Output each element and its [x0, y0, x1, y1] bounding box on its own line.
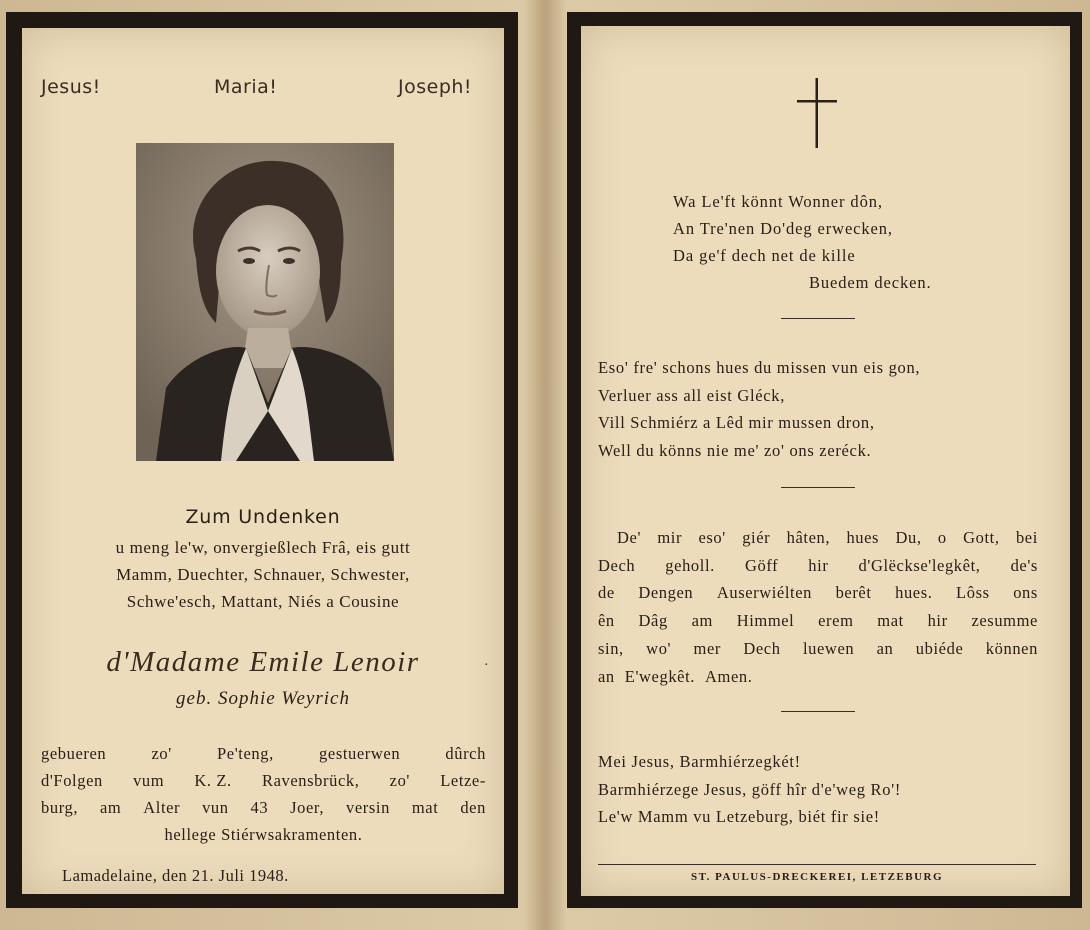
word: mir — [657, 528, 683, 547]
right-page-border — [567, 12, 1082, 908]
name-dot: · — [484, 658, 489, 673]
word: am — [691, 611, 713, 631]
word: hues — [846, 528, 880, 547]
word: zesumme — [971, 611, 1038, 631]
word: E'wegkêt. — [624, 666, 696, 686]
header-jesus: Jesus! — [41, 76, 101, 98]
word: Du, — [895, 528, 922, 547]
word: luewen — [802, 638, 855, 658]
word: K. Z. — [194, 771, 232, 790]
word: Dech — [743, 638, 781, 658]
word: Auserwiélten — [716, 583, 812, 603]
word: Gott, — [963, 528, 1000, 547]
verse-3 — [598, 748, 901, 831]
word: d'Folgen — [41, 771, 103, 790]
word: sin, — [598, 638, 624, 658]
word: mat — [877, 611, 904, 631]
verse-line: An Tre'nen Do'deg erwecken, — [673, 219, 893, 238]
dedication-line: Schwe'esch, Mattant, Niés a Cousine — [126, 592, 400, 611]
word: Himmel — [736, 611, 795, 631]
word: wo' — [646, 638, 672, 658]
verse-1 — [673, 188, 932, 296]
left-page-border — [6, 12, 518, 908]
word: Dâg — [638, 611, 668, 631]
verse-line: Da ge'f dech net de kille — [673, 246, 856, 265]
verse-line: Eso' fre' schons hues du missen vun eis gon, — [598, 358, 921, 377]
dedication-line: u meng le'w, onvergießlech Frâ, eis gutt — [115, 538, 411, 557]
life-details — [41, 740, 486, 848]
word: Ravensbrück, — [261, 771, 360, 790]
word: De' — [617, 528, 642, 547]
cross-icon — [795, 78, 839, 148]
deceased-name: d'Madame Emile Lenoir — [106, 646, 420, 678]
word: berêt — [835, 583, 872, 603]
verse-line: Mei Jesus, Barmhiérzegkét! — [598, 752, 801, 771]
dedication-line: Mamm, Duechter, Schnauer, Schwester, — [116, 565, 410, 584]
word: gestuerwen — [319, 744, 401, 763]
word: erem — [818, 611, 854, 631]
word: Dech — [598, 555, 636, 575]
text-line — [598, 524, 1038, 552]
divider — [781, 487, 855, 488]
word: hellege Stiérwsakramenten. — [164, 825, 363, 844]
verse-line: Buedem decken. — [809, 273, 932, 292]
word: zo' — [389, 771, 411, 790]
word: geholl. — [665, 555, 715, 575]
word: an — [876, 638, 894, 658]
word: d'Glëckse'legkêt, — [858, 555, 981, 575]
word: vum — [133, 771, 165, 790]
text-line — [598, 552, 1038, 580]
word: zo' — [151, 744, 172, 763]
text-line — [598, 579, 1038, 607]
word: versin — [346, 798, 390, 817]
word: Pe'teng, — [217, 744, 274, 763]
word: dûrch — [445, 744, 486, 763]
word: hâten, — [786, 528, 831, 547]
verse-line: Verluer ass all eist Gléck, — [598, 385, 786, 405]
text-line — [598, 663, 1038, 691]
text-line — [598, 635, 1038, 663]
text-line — [41, 821, 486, 848]
word: ubiéde — [915, 638, 964, 658]
header-maria: Maria! — [214, 76, 278, 98]
title-zum-undenken: Zum Undenken — [185, 506, 341, 528]
divider — [781, 711, 855, 712]
word: Lôss — [956, 583, 990, 603]
word: Alter — [143, 798, 181, 817]
word: mer — [693, 638, 721, 658]
text-line — [41, 740, 486, 767]
footer-divider — [598, 864, 1036, 865]
left-page — [22, 28, 504, 894]
verse-line: Wa Le'ft könnt Wonner dôn, — [673, 192, 883, 211]
word: den — [460, 798, 486, 817]
text-line — [41, 767, 486, 794]
word: vun — [202, 798, 229, 817]
word: ons — [1013, 583, 1038, 603]
word: de's — [1010, 555, 1038, 575]
text-line — [41, 794, 486, 821]
word: mat — [411, 798, 439, 817]
prayer — [598, 524, 1038, 690]
word: ên — [598, 611, 615, 631]
portrait-photo — [136, 143, 394, 461]
text-line — [598, 607, 1038, 635]
word: Göff — [744, 555, 779, 575]
word: hues. — [895, 583, 933, 603]
birth-name: geb. Sophie Weyrich — [176, 688, 350, 709]
word: hir — [927, 611, 948, 631]
verse-line: Well du könns nie me' zo' ons zeréck. — [598, 440, 872, 460]
word: de — [598, 583, 615, 603]
word: an — [598, 666, 615, 686]
word: burg, — [41, 798, 79, 817]
verse-line: Barmhiérzege Jesus, göff hîr d'e'weg Ro'! — [598, 779, 902, 799]
word: Letze- — [440, 771, 486, 790]
right-page — [581, 26, 1070, 896]
verse-line: Le'w Mamm vu Letzeburg, biét fir sie! — [598, 807, 880, 826]
word: giér — [742, 528, 771, 547]
word: können — [985, 638, 1038, 658]
place-date: Lamadelaine, den 21. Juli 1948. — [62, 866, 289, 885]
verse-2 — [598, 354, 920, 464]
printer-credit: ST. PAULUS-DRECKEREI, LETZEBURG — [690, 871, 944, 883]
divider — [781, 318, 855, 319]
word: Amen. — [705, 666, 753, 686]
word: Dengen — [638, 583, 694, 603]
word: o — [937, 528, 947, 547]
word: gebueren — [41, 744, 107, 763]
word: eso' — [698, 528, 726, 547]
word: am — [99, 798, 122, 817]
word: bei — [1015, 528, 1038, 547]
verse-line: Vill Schmiérz a Lêd mir mussen dron, — [598, 413, 875, 432]
header-joseph: Joseph! — [398, 76, 473, 98]
word: hir — [808, 555, 829, 575]
word: 43 — [250, 798, 269, 817]
word: Joer, — [290, 798, 325, 817]
